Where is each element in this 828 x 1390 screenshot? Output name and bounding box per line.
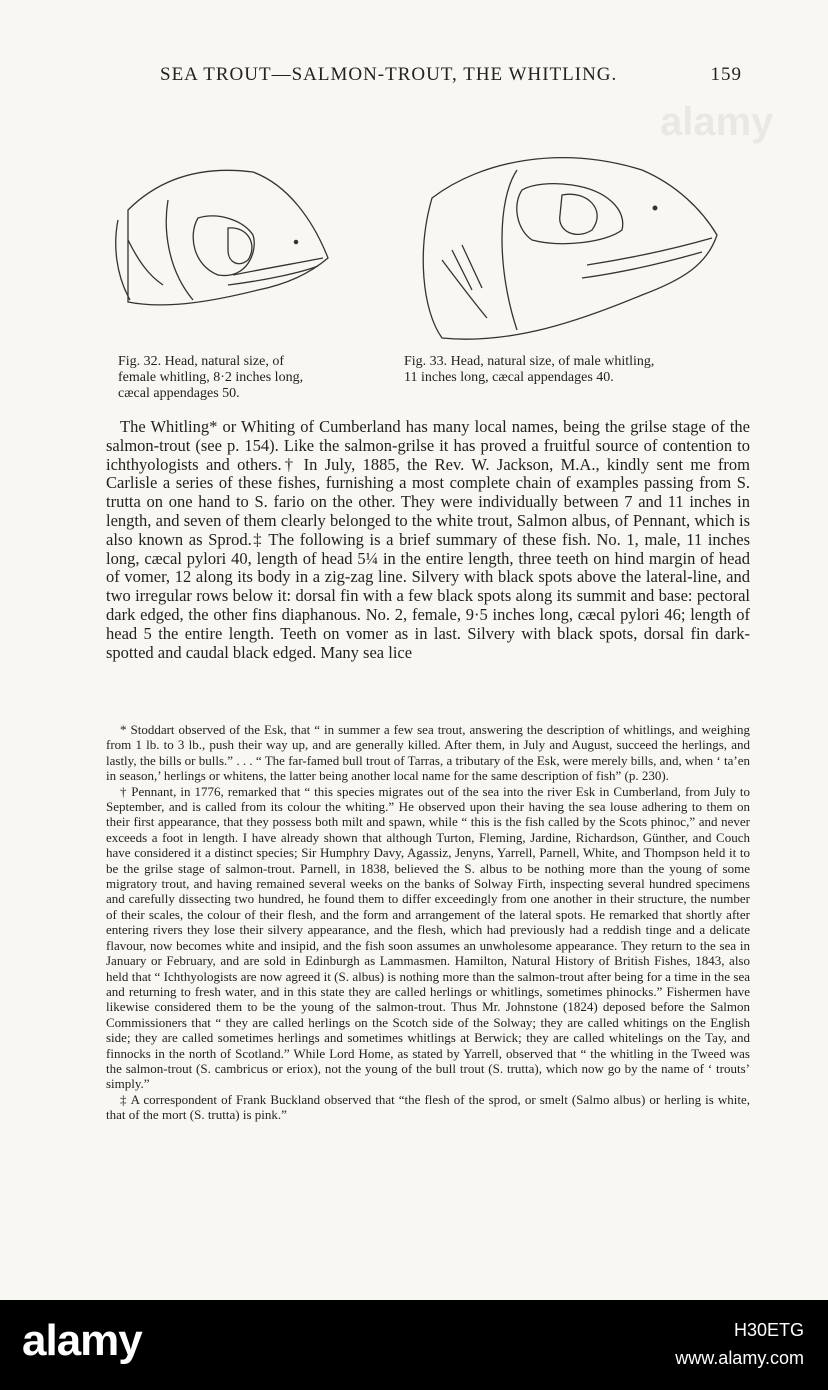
page-number: 159 [710, 64, 742, 85]
watermark: alamy [660, 100, 774, 144]
running-title: SEA TROUT—SALMON-TROUT, THE WHITLING. [160, 64, 618, 85]
fig32-caption-line: female whitling, 8·2 inches long, [118, 370, 304, 385]
alamy-logo[interactable]: alamy [22, 1316, 142, 1365]
stock-footer [0, 1300, 828, 1390]
footnote: ‡ A correspondent of Frank Buckland observed that “the flesh of the sprod, or smelt (Salmo albus) or herling is white, that of the mort (S. trutta) is pink.” [106, 1091, 750, 1123]
figure-32-caption [118, 354, 358, 402]
fig33-caption-line: 11 inches long, cæcal appendages 40. [404, 370, 614, 385]
main-text [106, 418, 750, 662]
image-id: H30ETG [733, 1320, 804, 1340]
figure-32-fish-head [108, 150, 340, 310]
fig32-caption-line: Fig. 32. Head, natural size, of [118, 354, 285, 369]
body-paragraph: The Whitling* or Whiting of Cumberland has many local names, being the grilse stage of the salmon-trout (see p. 154). Like the salmon-grilse it has proved a fruitful source of contention to ichthyologists and others.† In July, 1885, the Rev. W. Jackson, M.A., kindly sent me from Carlisle a series of these fishes, furnishing a most complete chain of examples passing from S. trutta on one hand to S. fario on the other. They were individually between 7 and 11 inches in length, and seven of them clearly belonged to the white trout, Salmon albus, of Pennant, which is also known as Sprod.‡ The following is a brief summary of these fish. No. 1, male, 11 inches long, cæcal pylori 40, length of head 5¼ in the entire length, three teeth on hind margin of head of vomer, 12 along its body in a zig-zag line. Silvery with black spots above the lateral-line, and two irregular rows below it: dorsal fin with a few black spots along its summit and base: pectoral dark edged, the other fins diaphanous. No. 2, female, 9·5 inches long, cæcal pylori 46; length of head 5 the entire length. Teeth on vomer as in last. Silvery with black spots, dorsal fin dark-spotted and caudal black edged. Many sea lice [106, 417, 750, 662]
footnotes [106, 722, 750, 1123]
fig33-caption-line: Fig. 33. Head, natural size, of male whitling, [404, 354, 655, 369]
fig32-caption-line: cæcal appendages 50. [118, 386, 240, 401]
footnote: † Pennant, in 1776, remarked that “ this species migrates out of the sea into the river Esk in Cumberland, from July to September, and is called from its colour the whiting.” He observed upon their having the sea louse adhering to them on their first appearance, that they possess both milt and spawn, while “ this is the fish called by the Scots phinoc,” and never exceeds a foot in length. I have already shown that although Turton, Fleming, Jardine, Richardson, Günther, and Couch have considered it a distinct species; Sir Humphry Davy, Agassiz, Jenyns, Yarrell, Parnell, White, and Thompson held it to be the grilse stage of salmon-trout. Parnell, in 1838, believed the S. albus to be nothing more than the young of some migratory trout, and having remained several weeks on the banks of Solway Firth, inspecting several hundred specimens and carefully dissecting two hundred, he found them to differ exceedingly from one another in their structure, the number of their scales, the colour of their flesh, and the form and arrangement of the lateral spots. He remarked that shortly after entering rivers they lose their silvery appearance, and the flesh, which had previously had a reddish tinge and a delicate flavour, now becomes white and insipid, and the fish soon assumes an unwholesome appearance. They return to the sea in January or February, and are sold in Edinburgh as Lammasmen. Hamilton, Natural History of British Fishes, 1843, also held that “ Ichthyologists are now agreed it (S. albus) is nothing more than the salmon-trout after being for a time in the sea and returning to fresh water, and in this state they are called herlings or whitlings, sometimes phinocks.” Fishermen have likewise considered them to be the young of the salmon-trout. Thus Mr. Johnstone (1824) deposed before the Salmon Commissioners that “ they are called herlings on the Scotch side of the Solway; they are called whitings on the English side; they are called sometimes herlings and sometimes whitlings at Berwick; they are called whitelings on the Tay, and finnocks in the north of Scotland.” While Lord Home, as stated by Yarrell, observed that “ the whitling in the Tweed was the salmon-trout (S. cambricus or eriox), not the young of the bull trout (S. trutta), which now go by the name of ‘ trouts’ simply.” [106, 783, 750, 1092]
footnote: * Stoddart observed of the Esk, that “ in summer a few sea trout, answering the description of whitlings, and weighing from 1 lb. to 3 lb., push their way up, and are generally killed. After them, in July and August, succeed the herlings, and lastly, the bills or bulls.” . . . “ The far-famed bull trout of Tarras, a tributary of the Esk, were merely bills, and, when ‘ ta’en in season,’ herlings or whitens, the latter being another local name for the same description of fish” (p. 230). [106, 722, 750, 784]
figure-33-fish-head [412, 140, 728, 348]
site-url[interactable]: www.alamy.com [675, 1348, 804, 1368]
figure-33-caption [404, 354, 734, 386]
